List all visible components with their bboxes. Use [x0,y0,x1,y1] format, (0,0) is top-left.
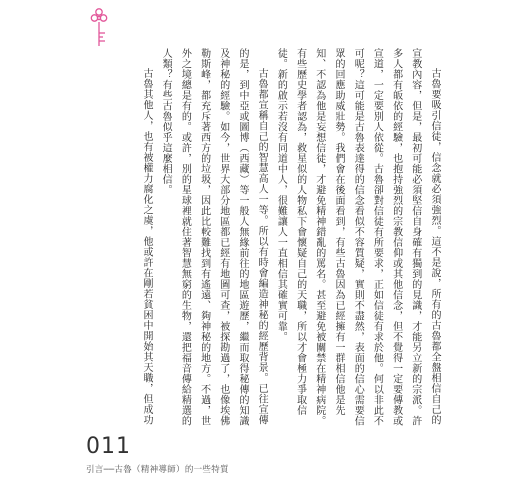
running-head: 引言──古魯（精神導師）的一些特質 [86,465,229,475]
paragraph: 古魯其他人，也有被權力腐化之虞，他或許在剛若貧困中開始其天職，但成功 [140,68,152,425]
page-number: 011 [86,434,131,459]
key-ornament-icon [86,6,112,50]
paragraph: 古魯要吸引信徒，信念就必須強烈。這不是說，所有的古魯都全盤相信自己的宣教內容，但是，最初可能必須堅信自身確有獨到的見識，才能另立新的宗派。許多人都有皈依的經驗，也抱持強烈的宗教信仰或其他信念，但不覺得一定要傳教或宣道，一定要別人依從。古魯卻對信徒有所要求，正如信徒有求於他。何以非此不可呢？這可能是古魯表達得的信念看似不容質疑，實則不盡然，表面的信心需要信眾的回應助威壯勢。我們會在後面看到，有些古魯因為已經擁有一群相信他是先知、不認為他是妄想信徒，才避免精神錯亂的罵名。甚至避免被關禁在精神病院。有些歷史學者認為，救星似的人物私下會懷疑自己的天職，所以才會極力爭取信徒。新的啟示若沒有同道中人，很難讓人一直相信其確實可靠。 [275,48,440,426]
body-text [108,48,444,430]
page-footer [86,436,229,475]
paragraph: 古魯都宣稱自己的智慧高人一等。所以有時會編造神秘的經歷背景。已往宣傳的是，到中亞或圖博（西藏）等一般人無緣前往的地區遊歷，繼而取得秘傳的知識及神秘的經驗。如今，世界大部分地區都已經有地圖可查，被探勘過了，也像埃佛勒斯峰，都充斥著西方的垃圾，因此比較難找到有遙遠、夠神秘的地方。不過，世外之境總是有的。或許，別的星球裡就住著智慧無窮的生物，還把福音傳給精選的人類？有些古魯似乎這麼相信。 [160,48,268,426]
